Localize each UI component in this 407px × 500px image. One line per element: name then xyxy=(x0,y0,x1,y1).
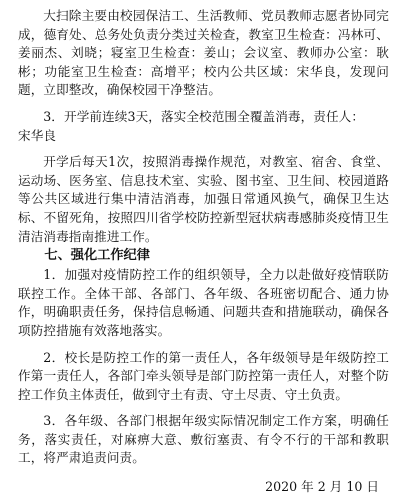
paragraph-leadership: 1．加强对疫情防控工作的组织领导，全力以赴做好疫情联防联控工作。全体干部、各部门、各年级、各班密切配合、通力协作，明确职责任务，保持信息畅通、问题共查和措施联动，确保各项防控措施有效落地落实。 xyxy=(18,267,389,338)
paragraph-gap xyxy=(18,341,389,349)
paragraph-disinfection-before-school: 3．开学前连续3天，落实全校范围全覆盖消毒，责任人： xyxy=(43,108,365,124)
paragraph-daily-disinfection: 开学后每天1次，按照消毒操作规范，对教室、宿舍、食堂、运动场、医务室、信息技术室、实验、图书室、卫生间、校园道路等公共区域进行集中清洁消毒，加强日常通风换气，确保卫生达标、不留死角，按照四川省学校防控新型冠状病毒感肺炎疫情卫生清洁消毒指南推进工作。 xyxy=(18,154,389,244)
paragraph-cleaning-inspection: 大扫除主要由校园保洁工、生活教师、党员教师志愿者协同完成，德育处、总务处负责分类过关检查，教室卫生检查：冯林可、姜丽杰、刘晓；寝室卫生检查：姜山；会议室、教师办公室：耿彬；功能室卫生检查：高增平；校内公共区域：宋华良，发现问题，立即整改，确保校园干净整洁。 xyxy=(18,8,389,98)
paragraph-responsible-person: 宋华良 xyxy=(18,127,57,143)
paragraph-gap xyxy=(18,145,389,153)
paragraph-accountability: 3．各年级、各部门根据年级实际情况制定工作方案，明确任务，落实责任，对麻痹大意、敷衍塞责、有令不行的干部和教职工，将严肃追责问责。 xyxy=(18,413,389,466)
paragraph-gap xyxy=(18,100,389,108)
paragraph-responsibility: 2．校长是防控工作的第一责任人，各年级领导是年级防控工作第一责任人，各部门牵头领导是部门防控第一责任人，对整个防控工作负主体责任，做到守土有责、守土尽责、守土负责。 xyxy=(18,349,389,402)
section-heading-discipline: 七、强化工作纪律 xyxy=(44,248,150,264)
paragraph-gap xyxy=(18,404,389,412)
document-date: 2020 年 2 月 10 日 xyxy=(265,479,379,494)
